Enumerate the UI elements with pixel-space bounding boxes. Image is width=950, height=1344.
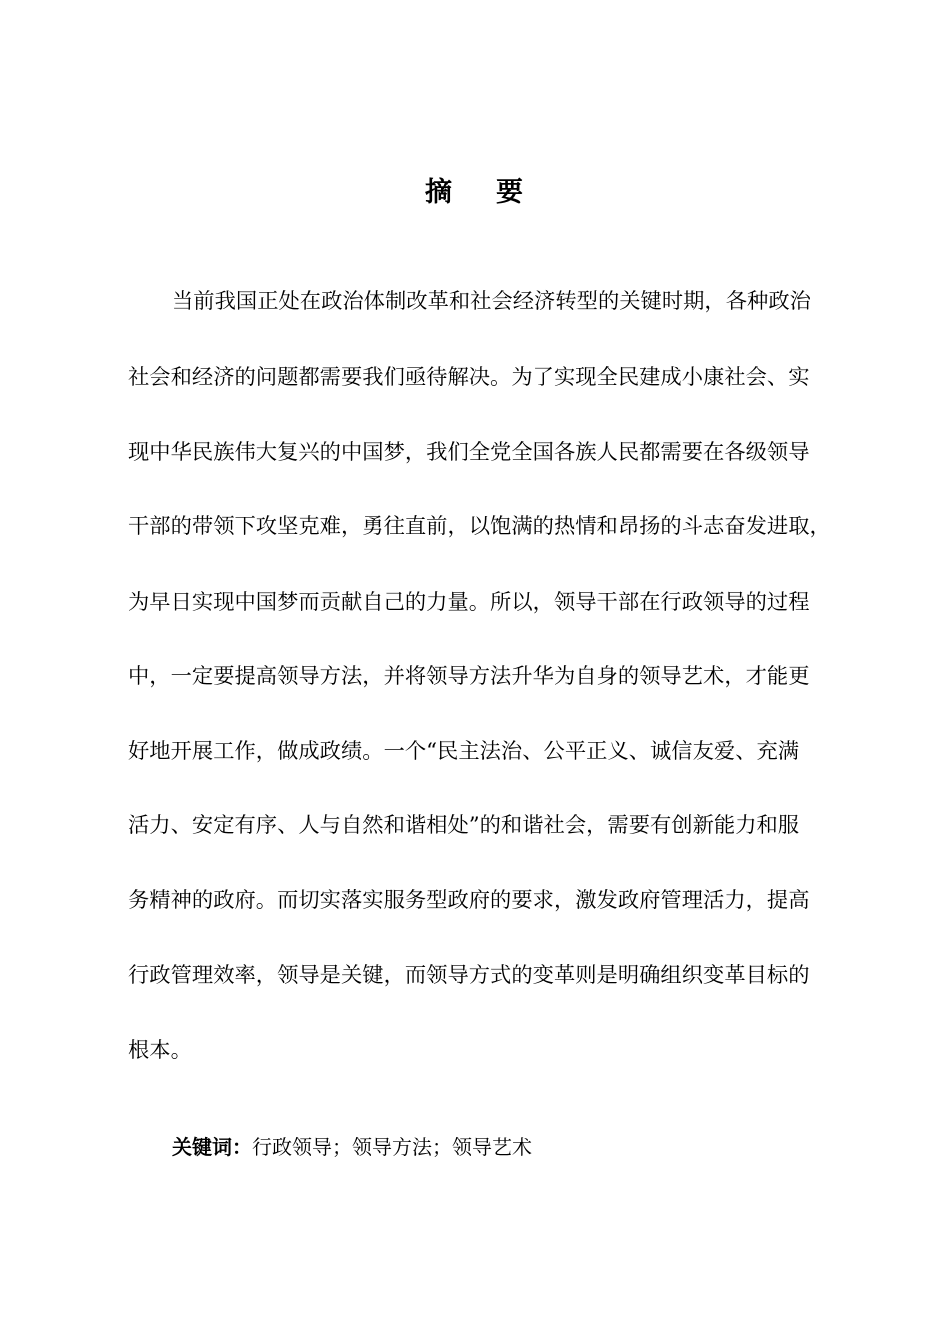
body-line-1: 当前我国正处在政治体制改革和社会经济转型的关键时期，各种政治 bbox=[172, 289, 811, 314]
body-line-3: 现中华民族伟大复兴的中国梦，我们全党全国各族人民都需要在各级领导 bbox=[128, 440, 810, 465]
keywords bbox=[172, 1133, 532, 1161]
body-line-9: 务精神的政府。而切实落实服务型政府的要求，激发政府管理活力，提高 bbox=[128, 888, 810, 913]
body-line-6: 中，一定要提高领导方法，并将领导方法升华为自身的领导艺术，才能更 bbox=[128, 664, 810, 689]
abstract-title-char-1: 摘 bbox=[425, 177, 454, 208]
body-line-11: 根本。 bbox=[128, 1038, 192, 1063]
keywords-value: 行政领导；领导方法；领导艺术 bbox=[252, 1135, 532, 1159]
abstract-title bbox=[0, 170, 950, 209]
abstract-title-char-2: 要 bbox=[496, 177, 525, 208]
body-line-2: 社会和经济的问题都需要我们亟待解决。为了实现全民建成小康社会、实 bbox=[128, 365, 810, 390]
body-line-7: 好地开展工作，做成政绩。一个“民主法治、公平正义、诚信友爱、充满 bbox=[128, 739, 800, 764]
body-line-5: 为早日实现中国梦而贡献自己的力量。所以，领导干部在行政领导的过程 bbox=[128, 590, 810, 615]
body-line-10: 行政管理效率，领导是关键，而领导方式的变革则是明确组织变革目标的 bbox=[128, 963, 810, 988]
body-line-8: 活力、安定有序、人与自然和谐相处”的和谐社会，需要有创新能力和服 bbox=[128, 813, 800, 838]
keywords-label: 关键词： bbox=[172, 1135, 252, 1159]
body-line-4: 干部的带领下攻坚克难，勇往直前，以饱满的热情和昂扬的斗志奋发进取， bbox=[128, 514, 831, 539]
